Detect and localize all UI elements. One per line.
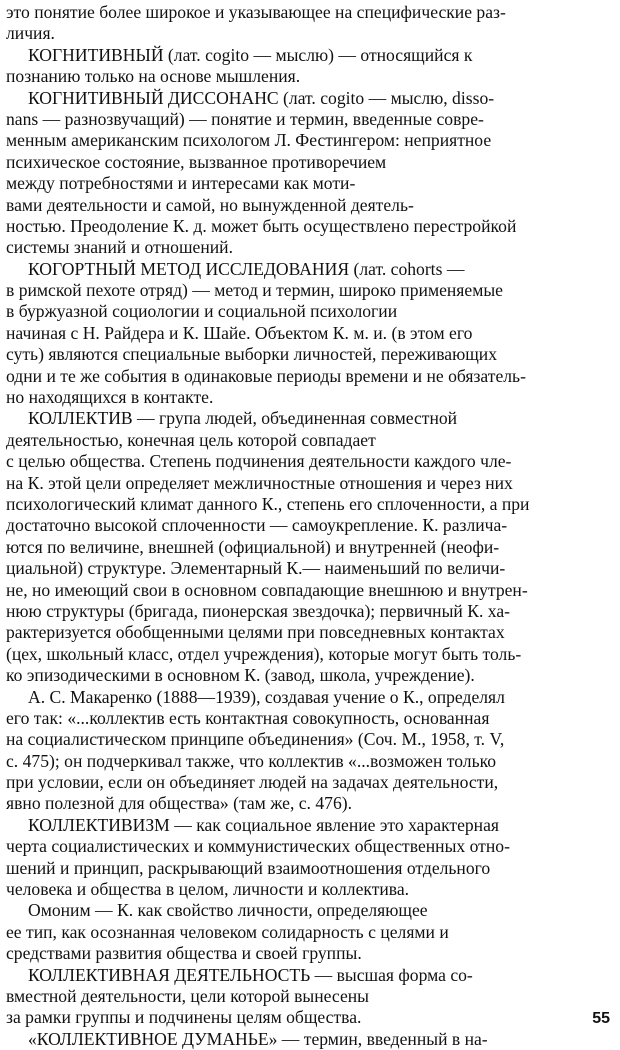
text-line: с целью общества. Степень подчинения деятельности каждого чле- <box>6 451 512 472</box>
text-line: познанию только на основе мышления. <box>6 66 301 87</box>
text-line: на К. этой цели определяет межличностные отношения и через них <box>6 472 513 493</box>
entry-cohort-method: КОГОРТНЫЙ МЕТОД ИССЛЕДОВАНИЯ (лат. cohorts — <box>28 258 465 279</box>
text-line: ее тип, как осознанная человеком солидарность с целями и <box>6 921 449 942</box>
text-line: за рамки группы и подчинены целям общества. <box>6 1007 362 1028</box>
text-line: это понятие более широкое и указывающее на специфические раз- <box>6 2 506 22</box>
text-line: в буржуазной социологии и социальной психологии <box>6 301 398 322</box>
text-line: нюю структуры (бригада, пионерская звездочка); первичный К. ха- <box>6 600 510 621</box>
text-line: с. 475); он подчеркивал также, что коллектив «...возможен только <box>6 750 497 771</box>
text-line: но находящихся в контакте. <box>6 387 214 408</box>
text-line: при условии, если он объединяет людей на задачах деятельности, <box>6 772 499 793</box>
text-line: вместной деятельности, цели которой вынесены <box>6 985 369 1006</box>
text-line: шений и принцип, раскрывающий взаимоотношения отдельного <box>6 857 491 878</box>
entry-collectivism: КОЛЛЕКТИВИЗМ — как социальное явление это характерная <box>28 814 499 835</box>
text-line: на социалистическом принципе объединения» (Соч. М., 1958, т. V, <box>6 729 505 750</box>
text-line: рактеризуется обобщенными целями при повседневных контактах <box>6 622 505 643</box>
text-line: системы знаний и отношений. <box>6 237 233 258</box>
entry-cognitive: КОГНИТИВНЫЙ (лат. cogito — мыслю) — относящийся к <box>28 44 473 65</box>
entry-collective-activity: КОЛЛЕКТИВНАЯ ДЕЯТЕЛЬНОСТЬ — высшая форма со- <box>28 964 473 985</box>
text-line: между потребностями и интересами как моти- <box>6 173 356 194</box>
text-line: одни и те же события в одинаковые периоды времени и не обязатель- <box>6 365 526 386</box>
entry-collective-thinking: «КОЛЛЕКТИВНОЕ ДУМАНЬЕ» — термин, введенный в на- <box>28 1028 488 1049</box>
text-line: (цех, школьный класс, отдел учреждения), которые могут быть толь- <box>6 643 522 664</box>
homonym-paragraph: Омоним — К. как свойство личности, определяющее <box>28 900 428 921</box>
text-line: его так: «...коллектив есть контактная совокупность, основанная <box>6 707 490 728</box>
text-line: менным американским психологом Л. Фестингером: неприятное <box>6 130 492 151</box>
text-line: циальной) структуре. Элементарный К.— наименьший по величи- <box>6 558 506 579</box>
text-line: личия. <box>6 23 55 44</box>
text-line: не, но имеющий свои в основном совпадающие внешнюю и внутрен- <box>6 579 528 600</box>
text-line: ко эпизодическими в основном К. (завод, школа, учреждение). <box>6 665 475 686</box>
text-line: суть) являются специальные выборки личностей, переживающих <box>6 344 498 365</box>
text-line: ются по величине, внешней (официальной) и внутренней (неофи- <box>6 536 500 557</box>
text-line: черта социалистических и коммунистических общественных отно- <box>6 836 510 857</box>
text-line: психологический климат данного К., степень его сплоченности, а при <box>6 493 530 514</box>
dictionary-page <box>6 2 612 1050</box>
text-line: nans — разнозвучащий) — понятие и термин, введенные совре- <box>6 108 484 129</box>
entry-collective: КОЛЛЕКТИВ — група людей, объединенная совместной <box>28 408 458 429</box>
text-line: вами деятельности и самой, но вынужденной деятель- <box>6 194 414 215</box>
text-line: психическое состояние, вызванное противоречием <box>6 151 387 172</box>
text-line: явно полезной для общества» (там же, с. 476). <box>6 793 352 814</box>
text-line: ностью. Преодоление К. д. может быть осуществлено перестройкой <box>6 215 517 236</box>
text-line: в римской пехоте отряд) — метод и термин, широко применяемые <box>6 280 503 301</box>
text-line: человека и общества в целом, личности и коллектива. <box>6 879 410 900</box>
page-number: 55 <box>592 1010 610 1027</box>
text-line: деятельностью, конечная цель которой совпадает <box>6 429 376 450</box>
makarenko-paragraph: А. С. Макаренко (1888—1939), создавая учение о К., определял <box>28 686 505 707</box>
text-line: начиная с Н. Райдера и К. Шайе. Объектом К. м. и. (в этом его <box>6 322 473 343</box>
text-line: средствами развития общества и своей группы. <box>6 943 362 964</box>
text-line: достаточно высокой сплоченности — самоукрепление. К. различа- <box>6 515 508 536</box>
entry-cognitive-dissonance: КОГНИТИВНЫЙ ДИССОНАНС (лат. cogito — мыслю, disso- <box>28 87 495 108</box>
